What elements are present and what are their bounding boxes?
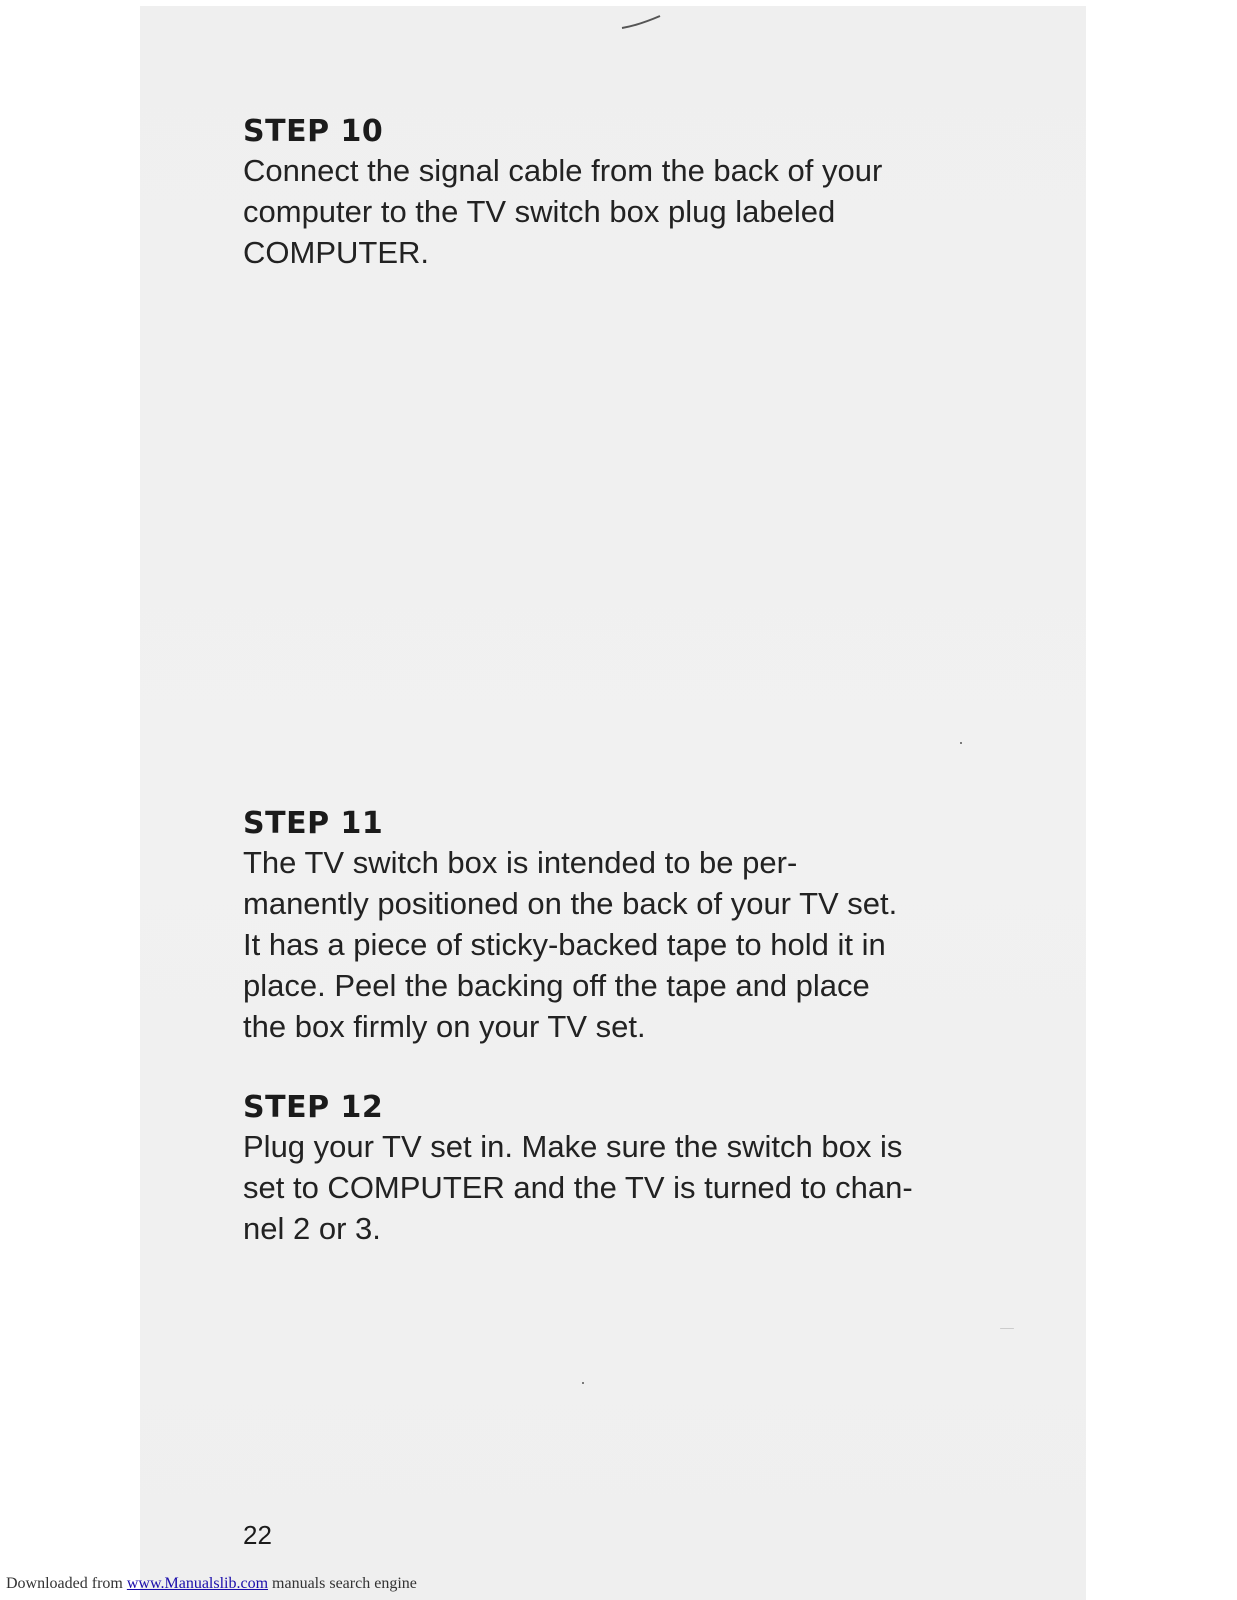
text-line: manently positioned on the back of your TV set. — [243, 886, 898, 921]
manualslib-link[interactable]: www.Manualslib.com — [126, 1575, 269, 1592]
text-line: computer to the TV switch box plug labeled — [243, 194, 836, 229]
download-footer — [6, 1575, 417, 1593]
scan-speck — [1000, 1328, 1014, 1329]
text-line: place. Peel the backing off the tape and place — [243, 968, 870, 1003]
footer-prefix: Downloaded from — [6, 1575, 123, 1592]
footer-suffix: manuals search engine — [272, 1575, 417, 1592]
text-line: Connect the signal cable from the back of your — [243, 153, 883, 188]
page-number: 22 — [243, 1520, 272, 1550]
step-10-text — [243, 150, 882, 273]
step-11-text — [243, 842, 897, 1047]
step-12-section — [243, 1090, 913, 1249]
step-10-section — [243, 114, 882, 273]
step-11-section — [243, 806, 897, 1047]
text-line: Plug your TV set in. Make sure the switch box is — [243, 1129, 903, 1164]
text-line: set to COMPUTER and the TV is turned to chan- — [243, 1170, 913, 1205]
scan-mark — [620, 14, 662, 32]
scan-speck — [960, 742, 962, 744]
text-line: nel 2 or 3. — [243, 1211, 381, 1246]
text-line: The TV switch box is intended to be per- — [243, 845, 798, 880]
step-10-heading: STEP 10 — [243, 114, 384, 149]
step-12-text — [243, 1126, 913, 1249]
scan-speck — [582, 1382, 584, 1384]
text-line: It has a piece of sticky-backed tape to hold it in — [243, 927, 886, 962]
text-line: the box firmly on your TV set. — [243, 1009, 646, 1044]
text-line: COMPUTER. — [243, 235, 429, 270]
step-12-heading: STEP 12 — [243, 1090, 384, 1125]
step-11-heading: STEP 11 — [243, 806, 384, 841]
